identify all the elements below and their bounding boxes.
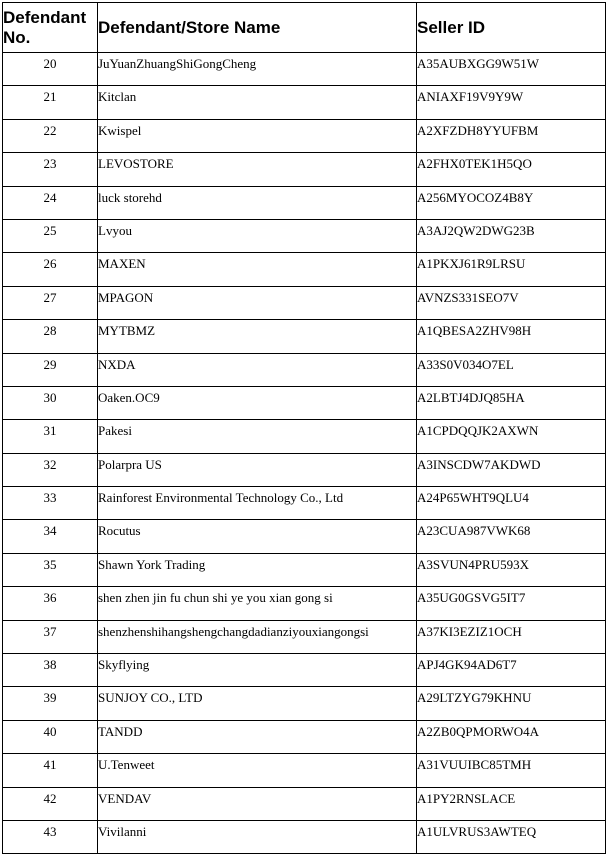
store-name-cell: LEVOSTORE bbox=[98, 153, 417, 186]
defendant-no-cell: 30 bbox=[3, 386, 98, 419]
defendant-no-cell: 36 bbox=[3, 587, 98, 620]
seller-id-cell: A1PKXJ61R9LRSU bbox=[417, 253, 606, 286]
table-header-row bbox=[3, 3, 606, 53]
table-row bbox=[3, 420, 606, 453]
table-row bbox=[3, 219, 606, 252]
store-name-cell: Vivilanni bbox=[98, 820, 417, 853]
defendant-no-cell: 40 bbox=[3, 720, 98, 753]
table-row bbox=[3, 587, 606, 620]
store-name-cell: Kwispel bbox=[98, 119, 417, 152]
defendant-no-cell: 23 bbox=[3, 153, 98, 186]
defendant-no-cell: 27 bbox=[3, 286, 98, 319]
table-row bbox=[3, 186, 606, 219]
defendant-no-cell: 21 bbox=[3, 86, 98, 119]
store-name-cell: shen zhen jin fu chun shi ye you xian gong si bbox=[98, 587, 417, 620]
store-name-cell: MYTBMZ bbox=[98, 320, 417, 353]
table-row bbox=[3, 86, 606, 119]
store-name-cell: Oaken.OC9 bbox=[98, 386, 417, 419]
seller-id-cell: A1QBESA2ZHV98H bbox=[417, 320, 606, 353]
seller-id-cell: A2XFZDH8YYUFBM bbox=[417, 119, 606, 152]
defendant-no-cell: 29 bbox=[3, 353, 98, 386]
store-name-cell: SUNJOY CO., LTD bbox=[98, 687, 417, 720]
store-name-cell: Rocutus bbox=[98, 520, 417, 553]
seller-id-cell: A2FHX0TEK1H5QO bbox=[417, 153, 606, 186]
defendant-no-cell: 28 bbox=[3, 320, 98, 353]
seller-id-cell: A256MYOCOZ4B8Y bbox=[417, 186, 606, 219]
store-name-cell: MAXEN bbox=[98, 253, 417, 286]
defendant-no-cell: 38 bbox=[3, 654, 98, 687]
store-name-cell: TANDD bbox=[98, 720, 417, 753]
defendant-no-cell: 31 bbox=[3, 420, 98, 453]
store-name-cell: JuYuanZhuangShiGongCheng bbox=[98, 53, 417, 86]
table-row bbox=[3, 487, 606, 520]
seller-id-cell: A35AUBXGG9W51W bbox=[417, 53, 606, 86]
table-row bbox=[3, 153, 606, 186]
store-name-cell: luck storehd bbox=[98, 186, 417, 219]
table-row bbox=[3, 820, 606, 853]
table-row bbox=[3, 787, 606, 820]
store-name-cell: Pakesi bbox=[98, 420, 417, 453]
store-name-cell: MPAGON bbox=[98, 286, 417, 319]
defendant-no-cell: 20 bbox=[3, 53, 98, 86]
table-row bbox=[3, 654, 606, 687]
header-store-name: Defendant/Store Name bbox=[98, 3, 417, 53]
seller-id-cell: A24P65WHT9QLU4 bbox=[417, 487, 606, 520]
seller-id-cell: A3INSCDW7AKDWD bbox=[417, 453, 606, 486]
defendant-no-cell: 22 bbox=[3, 119, 98, 152]
store-name-cell: VENDAV bbox=[98, 787, 417, 820]
header-defendant-no: Defendant No. bbox=[3, 3, 98, 53]
defendant-no-cell: 42 bbox=[3, 787, 98, 820]
table-body bbox=[3, 53, 606, 854]
table-row bbox=[3, 620, 606, 653]
defendant-no-cell: 24 bbox=[3, 186, 98, 219]
table-row bbox=[3, 687, 606, 720]
seller-id-cell: A37KI3EZIZ1OCH bbox=[417, 620, 606, 653]
store-name-cell: Shawn York Trading bbox=[98, 553, 417, 586]
defendants-table bbox=[2, 2, 606, 854]
table-row bbox=[3, 53, 606, 86]
seller-id-cell: ANIAXF19V9Y9W bbox=[417, 86, 606, 119]
seller-id-cell: A3AJ2QW2DWG23B bbox=[417, 219, 606, 252]
table-row bbox=[3, 253, 606, 286]
table-row bbox=[3, 286, 606, 319]
seller-id-cell: APJ4GK94AD6T7 bbox=[417, 654, 606, 687]
defendant-no-cell: 41 bbox=[3, 754, 98, 787]
store-name-cell: Kitclan bbox=[98, 86, 417, 119]
seller-id-cell: A2ZB0QPMORWO4A bbox=[417, 720, 606, 753]
defendant-no-cell: 25 bbox=[3, 219, 98, 252]
seller-id-cell: A1CPDQQJK2AXWN bbox=[417, 420, 606, 453]
store-name-cell: Rainforest Environmental Technology Co., Ltd bbox=[98, 487, 417, 520]
defendant-no-cell: 26 bbox=[3, 253, 98, 286]
defendant-no-cell: 37 bbox=[3, 620, 98, 653]
seller-id-cell: A3SVUN4PRU593X bbox=[417, 553, 606, 586]
table-row bbox=[3, 353, 606, 386]
store-name-cell: Polarpra US bbox=[98, 453, 417, 486]
defendant-no-cell: 33 bbox=[3, 487, 98, 520]
defendant-no-cell: 43 bbox=[3, 820, 98, 853]
defendant-no-cell: 32 bbox=[3, 453, 98, 486]
seller-id-cell: A1PY2RNSLACE bbox=[417, 787, 606, 820]
table-row bbox=[3, 553, 606, 586]
seller-id-cell: A1ULVRUS3AWTEQ bbox=[417, 820, 606, 853]
defendant-no-cell: 39 bbox=[3, 687, 98, 720]
defendant-no-cell: 34 bbox=[3, 520, 98, 553]
table-row bbox=[3, 754, 606, 787]
store-name-cell: U.Tenweet bbox=[98, 754, 417, 787]
store-name-cell: Lvyou bbox=[98, 219, 417, 252]
table-row bbox=[3, 386, 606, 419]
store-name-cell: shenzhenshihangshengchangdadianziyouxiangongsi bbox=[98, 620, 417, 653]
table-row bbox=[3, 520, 606, 553]
defendant-no-cell: 35 bbox=[3, 553, 98, 586]
seller-id-cell: A33S0V034O7EL bbox=[417, 353, 606, 386]
table-row bbox=[3, 320, 606, 353]
store-name-cell: NXDA bbox=[98, 353, 417, 386]
seller-id-cell: A23CUA987VWK68 bbox=[417, 520, 606, 553]
table-row bbox=[3, 453, 606, 486]
seller-id-cell: A31VUUIBC85TMH bbox=[417, 754, 606, 787]
store-name-cell: Skyflying bbox=[98, 654, 417, 687]
table-row bbox=[3, 720, 606, 753]
seller-id-cell: A29LTZYG79KHNU bbox=[417, 687, 606, 720]
table-row bbox=[3, 119, 606, 152]
header-seller-id: Seller ID bbox=[417, 3, 606, 53]
seller-id-cell: AVNZS331SEO7V bbox=[417, 286, 606, 319]
seller-id-cell: A2LBTJ4DJQ85HA bbox=[417, 386, 606, 419]
seller-id-cell: A35UG0GSVG5IT7 bbox=[417, 587, 606, 620]
